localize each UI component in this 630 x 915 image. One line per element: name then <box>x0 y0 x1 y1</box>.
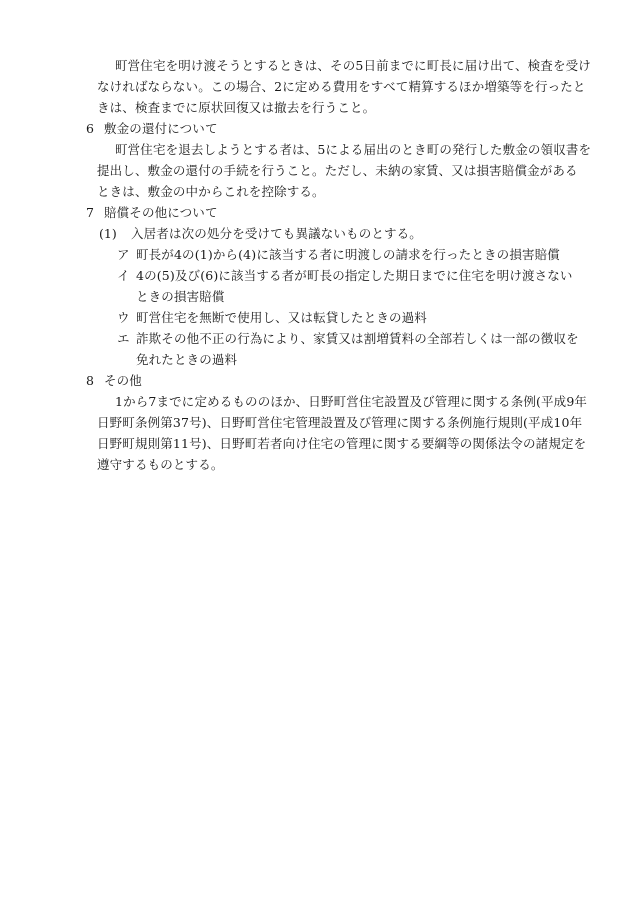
para-5-line-3: きは、検査までに原状回復又は撤去を行うこと。 <box>97 100 376 115</box>
section-6-number: 6 <box>86 121 94 136</box>
section-6-line-1: 町営住宅を退去しようとする者は、5による届出のとき町の発行した敷金の領収書を <box>115 142 592 157</box>
section-7-item-1-text: 入居者は次の処分を受けても異議ないものとする。 <box>131 226 422 241</box>
sub-item-e-line-2: 免れたときの過料 <box>136 352 238 367</box>
sub-item-e-marker: エ <box>117 331 130 346</box>
section-8-line-3: 日野町規則第11号)、日野町若者向け住宅の管理に関する要綱等の関係法令の諸規定を <box>97 436 587 451</box>
section-6-line-3: ときは、敷金の中からこれを控除する。 <box>97 184 325 199</box>
section-7-heading: 賠償その他について <box>104 205 218 220</box>
section-6-heading: 敷金の還付について <box>104 121 218 136</box>
section-6-line-2: 提出し、敷金の還付の手続を行うこと。ただし、未納の家賃、又は損害賠償金がある <box>97 163 578 178</box>
sub-item-i-marker: イ <box>117 268 130 283</box>
para-5-line-1: 町営住宅を明け渡そうとするときは、その5日前までに町長に届け出て、検査を受け <box>115 58 591 73</box>
section-8-line-4: 遵守するものとする。 <box>97 457 224 472</box>
sub-item-i-line-1: 4の(5)及び(6)に該当する者が町長の指定した期日までに住宅を明け渡さない <box>136 268 573 283</box>
sub-item-a-line-1: 町長が4の(1)から(4)に該当する者に明渡しの請求を行ったときの損害賠償 <box>136 247 560 262</box>
section-8-number: 8 <box>86 373 94 388</box>
para-5-line-2: なければならない。この場合、2に定める費用をすべて精算するほか増築等を行ったと <box>97 79 586 94</box>
sub-item-i-line-2: ときの損害賠償 <box>136 289 225 304</box>
section-8-line-1: 1から7までに定めるもののほか、日野町営住宅設置及び管理に関する条例(平成9年 <box>115 394 588 409</box>
sub-item-u-marker: ウ <box>117 310 130 325</box>
section-8-heading: その他 <box>104 373 142 388</box>
sub-item-e-line-1: 詐欺その他不正の行為により、家賃又は割増賃料の全部若しくは一部の徴収を <box>136 331 579 346</box>
section-7-item-1-marker: (1) <box>99 226 117 241</box>
sub-item-u-line-1: 町営住宅を無断で使用し、又は転貸したときの過料 <box>136 310 427 325</box>
sub-item-a-marker: ア <box>117 247 130 262</box>
section-7-number: 7 <box>86 205 94 220</box>
section-8-line-2: 日野町条例第37号)、日野町営住宅管理設置及び管理に関する条例施行規則(平成10年 <box>97 415 583 430</box>
